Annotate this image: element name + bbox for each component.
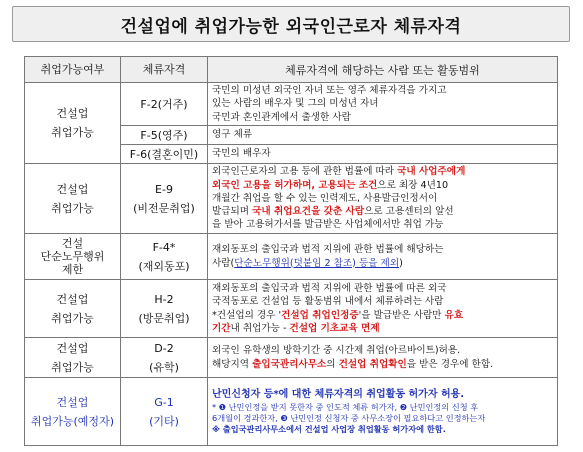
availability-cell [25,164,121,234]
availability-cell [25,83,121,164]
status-cell: F-5(영주) [121,126,208,145]
availability-line: 건설업 [56,292,89,306]
description-cell [208,234,558,280]
availability-cell [25,378,121,446]
page-title: 건설업에 취업가능한 외국인근로자 체류자격 [120,16,462,37]
description-line: 재외동포의 출입국과 법적 지위에 관한 법률에 해당하는 [212,244,444,256]
description-line: 개월간 취업을 할 수 있는 인력제도, 사용발급인정서이 [212,192,438,204]
status-label: (기타) [149,414,179,428]
table-row-d2 [25,338,558,378]
description-line: 국민의 미성년 외국인 자녀 또는 영주 체류자격을 가지고 [212,85,447,97]
status-code: H-2 [154,292,174,306]
availability-line: 건설업 [56,341,89,355]
status-label: (방문취업) [138,311,190,325]
status-code: G-1 [154,395,174,409]
status-cell: F-2(거주) [121,83,208,126]
header-availability: 취업가능여부 [25,57,121,83]
table-header-row [25,57,558,83]
description-cell [208,378,558,446]
status-cell [121,164,208,234]
status-cell [121,338,208,378]
table-row-g1 [25,378,558,446]
availability-line: 제한 [61,263,84,276]
table-row-h2 [25,280,558,338]
description-line: 재외동포의 출입국과 법적 지위에 관한 법률에 따른 외국 [212,283,447,295]
availability-line: 건설 [61,237,84,250]
visa-status-table [24,56,558,446]
description-line: 외국인근로자의 고용 등에 관한 법률에 따라 국내 사업주에게 [212,166,466,178]
description-line: 을 받아 고용허가서를 발급받은 사업체에서만 취업 가능 [212,219,444,231]
description-note: ※ 출입국관리사무소에서 건설업 사업장 취업활동 허가자에 한함. [212,423,446,434]
table-row-f4 [25,234,558,280]
status-label: (비전문취업) [133,201,195,215]
availability-line: 건설업 [56,107,89,120]
description-line: 있는 사람의 배우자 및 그의 미성년 자녀 [212,98,379,110]
description-line: 발급되며 국내 취업요건을 갖춘 사람으로 고용센터의 알선 [212,206,454,218]
description-line: 난민신청자 등*에 대한 체류자격의 취업활동 허가자 허용. [212,389,465,401]
availability-cell [25,338,121,378]
availability-line: 단순노무행위 [40,250,105,263]
description-cell [208,280,558,338]
status-code: F-4* [152,240,176,254]
page-title-box [12,6,570,42]
availability-line: 취업가능(예정자) [31,414,114,428]
status-code: E-9 [155,182,173,196]
availability-line: 취업가능 [51,126,94,139]
description-line: 해당지역 출입국관리사무소의 건설업 취업확인을 받은 경우에 한함. [212,358,494,370]
description-cell: 영구 체류 [208,126,558,145]
description-cell [208,164,558,234]
availability-line: 취업가능 [51,311,94,325]
availability-line: 취업가능 [51,201,94,215]
status-code: D-2 [154,341,174,355]
description-cell [208,83,558,126]
description-cell: 국민의 배우자 [208,145,558,164]
header-status: 체류자격 [121,57,208,83]
description-line: 외국인 유학생의 방학기간 중 시간제 취업(아르바이트)허용. [212,345,461,357]
status-label: (재외동포) [138,259,190,273]
description-line: 외국인 고용을 허가하며, 고용되는 조건으로 최장 4년10 [212,179,449,191]
table-row-e9 [25,164,558,234]
status-cell: F-6(결혼이민) [121,145,208,164]
header-description: 체류자격에 해당하는 사람 또는 활동범위 [208,57,558,83]
availability-line: 건설업 [56,182,89,196]
description-cell [208,338,558,378]
availability-line: 건설업 [56,395,89,409]
table-row-f2 [25,83,558,126]
description-line: 사람(단순노무행위(덧붙임 2 참조) 등을 제외) [212,257,403,269]
status-label: (유학) [149,360,179,374]
description-line: 국적동포로 건설업 등 활동범위 내에서 체류하려는 사람 [212,296,444,308]
description-line: 국민과 혼인관계에서 출생한 사람 [212,111,351,123]
description-line: *건설업의 경우 '건설업 취업인정증'을 발급받은 사람만 유효 [212,309,464,321]
status-cell [121,378,208,446]
status-cell [121,280,208,338]
description-footnote: * ❶ 난민인정을 받지 못한자 중 인도적 체류 허가자, ❷ 난민인정의 신청 후 [212,401,479,412]
availability-cell [25,280,121,338]
status-cell [121,234,208,280]
availability-line: 취업가능 [51,360,94,374]
availability-cell [25,234,121,280]
description-line: 기간내 취업가능 - 건설업 기초교육 면제 [212,322,380,334]
description-footnote: 6개월이 경과한자, ❸ 난민인정 신청자 중 사무소장이 필요하다고 인정하는자 [212,412,486,423]
